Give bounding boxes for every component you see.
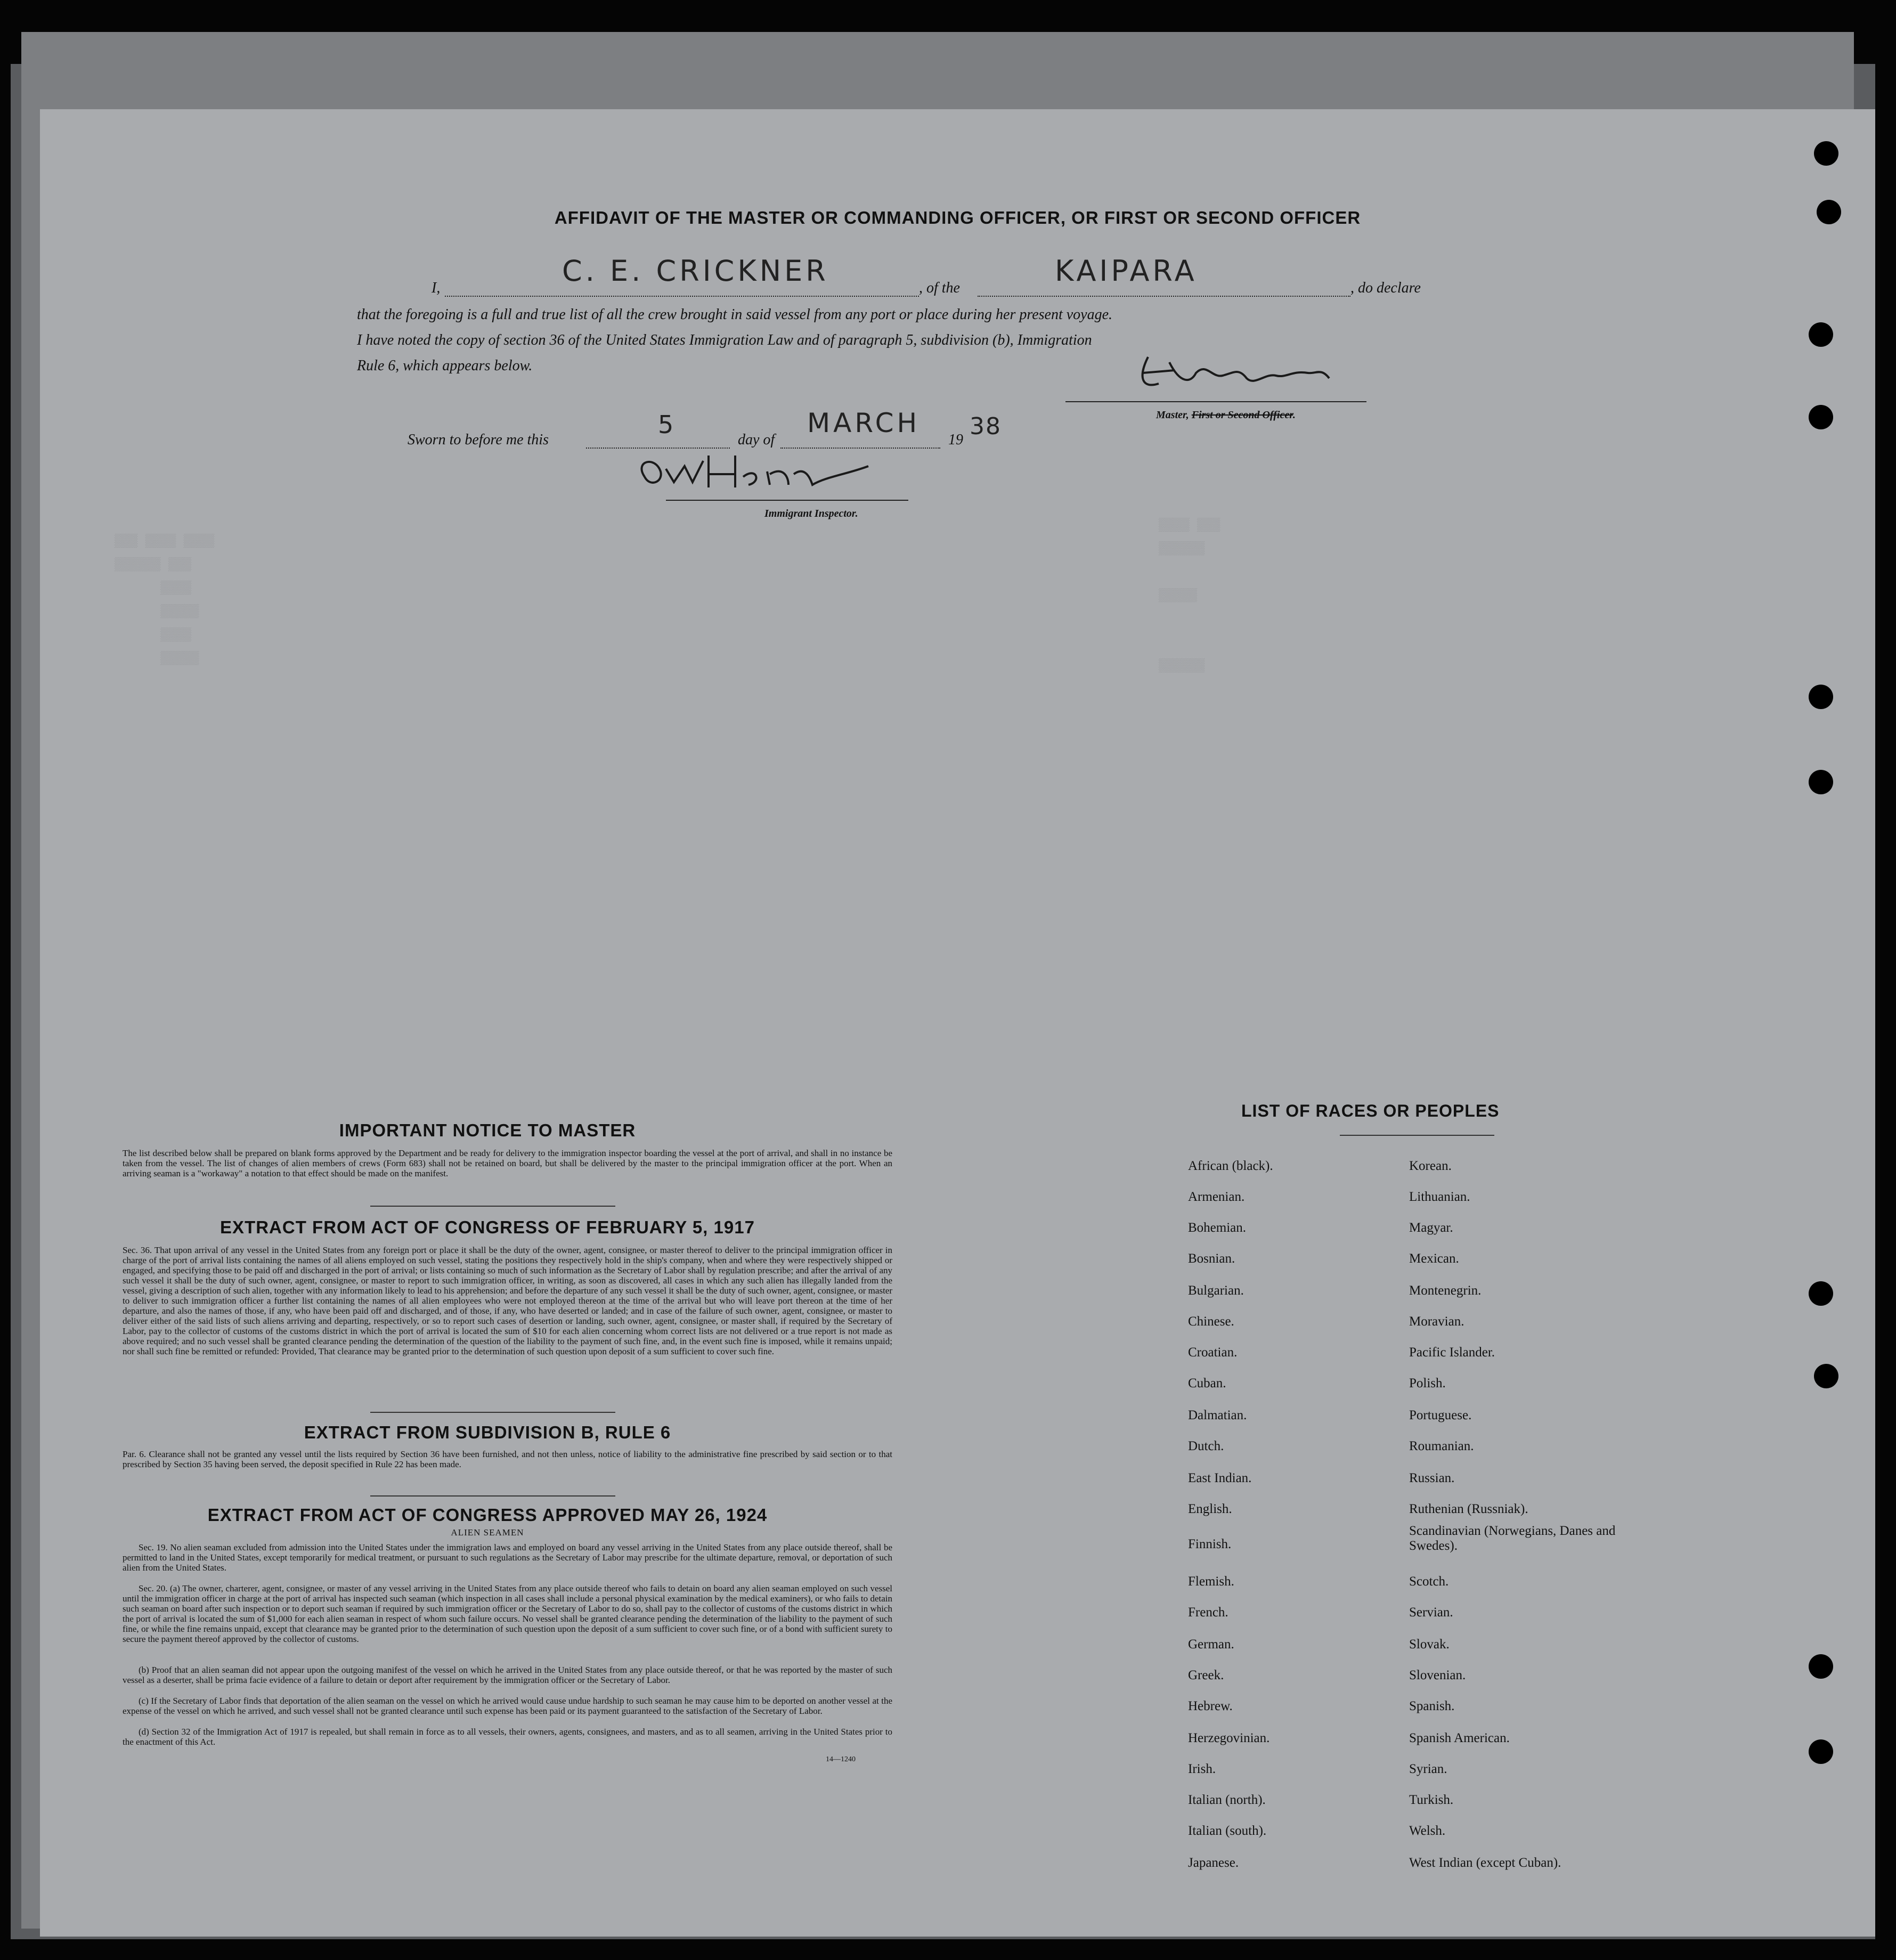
race-item: Lithuanian.	[1409, 1190, 1470, 1204]
race-item: Armenian.	[1188, 1190, 1245, 1204]
year-handwritten: 38	[970, 413, 1002, 440]
binder-hole	[1809, 1281, 1833, 1306]
race-item: Japanese.	[1188, 1856, 1239, 1870]
binder-hole	[1809, 770, 1833, 794]
vessel-name-handwritten: KAIPARA	[1055, 254, 1198, 288]
race-item: Syrian.	[1409, 1762, 1447, 1776]
sworn-label: Sworn to before me this	[408, 432, 549, 448]
race-item: Slovak.	[1409, 1637, 1450, 1652]
race-item: Croatian.	[1188, 1345, 1238, 1360]
i-label: I,	[432, 280, 441, 296]
binder-hole	[1809, 322, 1833, 347]
binder-hole	[1814, 1364, 1838, 1388]
year-printed: 19	[948, 432, 963, 448]
race-item: Bohemian.	[1188, 1221, 1247, 1235]
race-item: Portuguese.	[1409, 1408, 1472, 1422]
extract-1924-title: EXTRACT FROM ACT OF CONGRESS APPROVED MAY 26, 1924	[207, 1505, 768, 1525]
rule6-text: Par. 6. Clearance shall not be granted any vessel until the lists required by Section 36 have been furnished, and not then unless, notice of liability to the administrative fine prescribed by said section or to that prescribed by Section 35 having been served, the deposit specified in Rule 22 has been made.	[123, 1449, 892, 1469]
race-item: Welsh.	[1409, 1824, 1446, 1838]
race-item: Korean.	[1409, 1159, 1452, 1173]
race-item: French.	[1188, 1605, 1228, 1620]
binder-hole	[1814, 141, 1838, 166]
master-name-handwritten: C. E. CRICKNER	[562, 254, 829, 288]
extract-1917-text: Sec. 36. That upon arrival of any vessel in the United States from any foreign port or place it shall be the duty of the owner, agent, consignee, or master thereof to deliver to the principal immigration officer in charge of the port of arrival lists containing the names of all aliens employed on such vessel, stating the positions they respectively hold in the ship's company, when and where they were respectively shipped or engaged, and specifying those to be paid off and discharged in the port of arrival; or lists containing so much of such information as the Secretary of Labor shall by regulation prescribe; and after the arrival of any such vessel it shall be the duty of such owner, agent, consignee, or master to report to such immigration officer, in writing, as soon as discovered, all cases in which any such alien has illegally landed from the vessel, giving a description of such alien, together with any information likely to lead to his apprehension; and before the departure of any such vessel it shall be the duty of such owner, agent, consignee, or master to deliver to such immigration officer a further list containing the names of all alien employees who were not employed thereon at the time of the arrival but who will leave port thereon at the time of her departure, and also the names of those, if any, who have been paid off and discharged, and of those, if any, who have deserted or landed; and in case of the failure of such owner, agent, consignee, or master to deliver either of the said lists of such aliens arriving and departing, respectively, or so to report such cases of desertion or landing, such owner, agent, consignee, or master shall, if required by the Secretary of Labor, pay to the collector of customs of the customs district in which the port of arrival is located the sum of $10 for each alien concerning whom correct lists are not delivered or a true report is not made as above required; and no such vessel shall be granted clearance pending the determination of the question of the liability to the payment of such fine, and, in the event such fine is imposed, while it remains unpaid; nor shall such fine be remitted or refunded: Provided, That clearance may be granted prior to the determination of such question upon deposit of a sum sufficient to cover such fine.	[123, 1245, 892, 1356]
extract-1924-sec20b: (b) Proof that an alien seaman did not appear upon the outgoing manifest of the vessel on which he arrived in the United States from any place outside thereof, or that he was reported by the master of such vessel as a deserter, shall be prima facie evidence of a failure to detain or deport after requirement by the immigration officer or the Secretary of Labor.	[123, 1665, 892, 1685]
race-item: Herzegovinian.	[1188, 1731, 1270, 1745]
bleed-through-marks: ▒▒▒ ▒▒▒▒ ▒▒▒▒ ▒▒▒▒▒▒ ▒▒▒ ▒▒▒▒ ▒▒▒▒▒ ▒▒▒▒ ▒▒▒▒▒	[115, 534, 215, 666]
binder-hole	[1809, 1739, 1833, 1764]
race-item: Magyar.	[1409, 1221, 1453, 1235]
affidavit-body-line1: that the foregoing is a full and true list of all the crew brought in said vessel from any port or place during her present voyage.	[357, 306, 1113, 323]
race-item: Pacific Islander.	[1409, 1345, 1495, 1360]
race-item: Finnish.	[1188, 1537, 1232, 1551]
day-of-label: day of	[738, 432, 775, 448]
race-item: Hebrew.	[1188, 1699, 1233, 1713]
binder-hole	[1809, 1654, 1833, 1679]
extract-1924-sec20a: Sec. 20. (a) The owner, charterer, agent, consignee, or master of any vessel arriving in the United States from any place outside thereof who fails to detain on board any alien seaman employed on such vessel until the immigration officer in charge at the port of arrival has inspected such seaman (which inspection in all cases shall include a personal physical examination by the medical examiners), or who fails to detain such seaman on board after such inspection or to deport such seaman if required by such immigration officer or the Secretary of Labor to do so, shall pay to the collector of customs of the customs district in which the port of arrival is located the sum of $1,000 for each alien seaman in respect of whom such failure occurs. No vessel shall be granted clearance pending the determination of the liability to the payment of such fine, or while the fine remains unpaid, except that clearance may be granted prior to the determination of such question upon the deposit of a sum sufficient to cover such fine, or of a bond with sufficient surety to secure the payment thereof approved by the collector of customs.	[123, 1583, 892, 1644]
races-divider	[1340, 1135, 1494, 1136]
race-item: Spanish American.	[1409, 1731, 1510, 1745]
race-item: Roumanian.	[1409, 1439, 1474, 1453]
race-item: Greek.	[1188, 1668, 1224, 1682]
extract-1924-subtitle: ALIEN SEAMEN	[451, 1527, 524, 1538]
bleed-through-marks: ▒▒▒▒ ▒▒▒ ▒▒▒▒▒▒ ▒▒▒▒▒ ▒▒▒▒▒▒	[1159, 518, 1220, 673]
race-item: Mexican.	[1409, 1251, 1459, 1266]
race-item: Italian (north).	[1188, 1793, 1266, 1807]
race-item: African (black).	[1188, 1159, 1273, 1173]
extract-1924-sec19: Sec. 19. No alien seaman excluded from admission into the United States under the immigration laws and employed on board any vessel arriving in the United States from any place outside thereof, shall be permitted to land in the United States, except temporarily for medical treatment, or pursuant to such regulations as the Secretary of Labor may prescribe for the ultimate departure, removal, or deportation of such alien from the United States.	[123, 1542, 892, 1573]
race-item: Bulgarian.	[1188, 1283, 1244, 1298]
master-signature-line	[1065, 401, 1366, 402]
race-item: Polish.	[1409, 1376, 1446, 1390]
of-the-label: , of the	[919, 280, 960, 296]
divider	[370, 1206, 615, 1207]
race-item: Flemish.	[1188, 1574, 1234, 1589]
extract-1924-sec20d: (d) Section 32 of the Immigration Act of 1917 is repealed, but shall remain in force as to all vessels, their owners, agents, consignees, and masters, and as to all seamen, arriving in the United States prior to the enactment of this Act.	[123, 1727, 892, 1747]
race-item: English.	[1188, 1502, 1232, 1516]
notice-title: IMPORTANT NOTICE TO MASTER	[339, 1120, 636, 1140]
inspector-signature-line	[666, 500, 908, 501]
affidavit-body-line3: Rule 6, which appears below.	[357, 357, 533, 374]
declare-label: , do declare	[1350, 280, 1421, 296]
race-item: German.	[1188, 1637, 1234, 1652]
race-item: Chinese.	[1188, 1314, 1234, 1329]
extract-1924-sec20c: (c) If the Secretary of Labor finds that deportation of the alien seaman on the vessel on which he arrived would cause undue hardship to such seaman he may cause him to be deported on another vessel at the expense of the vessel on which he arrived, and such vessel shall not be granted clearance until such expense has been paid or its payment guaranteed to the satisfaction of the Secretary of Labor.	[123, 1696, 892, 1716]
divider	[370, 1412, 615, 1413]
race-item: Ruthenian (Russniak).	[1409, 1502, 1528, 1516]
race-item: Dutch.	[1188, 1439, 1224, 1453]
master-signature	[1132, 346, 1334, 394]
binder-hole	[1809, 405, 1833, 429]
notice-text: The list described below shall be prepared on blank forms approved by the Department and be ready for delivery to the immigration inspector boarding the vessel at the port of arrival, and shall in no instance be taken from the vessel. The list of changes of alien members of crews (Form 683) shall not be retained on board, but shall be delivered by the master to the principal immigration officer at the port. When an arriving seaman is a "workaway" a notation to that effect should be made on the manifest.	[123, 1148, 892, 1178]
race-item: Moravian.	[1409, 1314, 1464, 1329]
race-item: Turkish.	[1409, 1793, 1454, 1807]
race-item: Scotch.	[1409, 1574, 1449, 1589]
affidavit-body-line2: I have noted the copy of section 36 of the United States Immigration Law and of paragraph 5, subdivision (b), Immigration	[357, 332, 1092, 348]
month-handwritten: MARCH	[807, 408, 921, 438]
extract-1917-title: EXTRACT FROM ACT OF CONGRESS OF FEBRUARY 5, 1917	[220, 1217, 755, 1237]
race-item: East Indian.	[1188, 1471, 1252, 1485]
day-handwritten: 5	[658, 410, 677, 439]
rule6-title: EXTRACT FROM SUBDIVISION B, RULE 6	[304, 1422, 671, 1442]
race-item: Irish.	[1188, 1762, 1216, 1776]
race-item: Spanish.	[1409, 1699, 1455, 1713]
affidavit-title: AFFIDAVIT OF THE MASTER OR COMMANDING OFFICER, OR FIRST OR SECOND OFFICER	[554, 208, 1361, 227]
race-item: Slovenian.	[1409, 1668, 1466, 1682]
race-item: Cuban.	[1188, 1376, 1226, 1390]
document-page	[40, 109, 1875, 1937]
races-title: LIST OF RACES OR PEOPLES	[1241, 1101, 1500, 1120]
race-item: Scandinavian (Norwegians, Danes and Swedes).	[1409, 1524, 1616, 1553]
name-line	[445, 296, 919, 297]
inspector-signature	[634, 445, 890, 503]
race-item: West Indian (except Cuban).	[1409, 1856, 1561, 1870]
divider	[370, 1495, 615, 1497]
race-item: Italian (south).	[1188, 1824, 1267, 1838]
race-item: Bosnian.	[1188, 1251, 1235, 1266]
binder-hole	[1809, 685, 1833, 709]
race-item: Russian.	[1409, 1471, 1455, 1485]
race-item: Servian.	[1409, 1605, 1453, 1620]
master-caption: Master, First or Second Officer.	[1156, 409, 1296, 421]
race-item: Montenegrin.	[1409, 1283, 1482, 1298]
inspector-caption: Immigrant Inspector.	[764, 508, 858, 519]
race-item: Dalmatian.	[1188, 1408, 1247, 1422]
form-number: 14—1240	[826, 1755, 856, 1763]
vessel-line	[978, 296, 1350, 297]
